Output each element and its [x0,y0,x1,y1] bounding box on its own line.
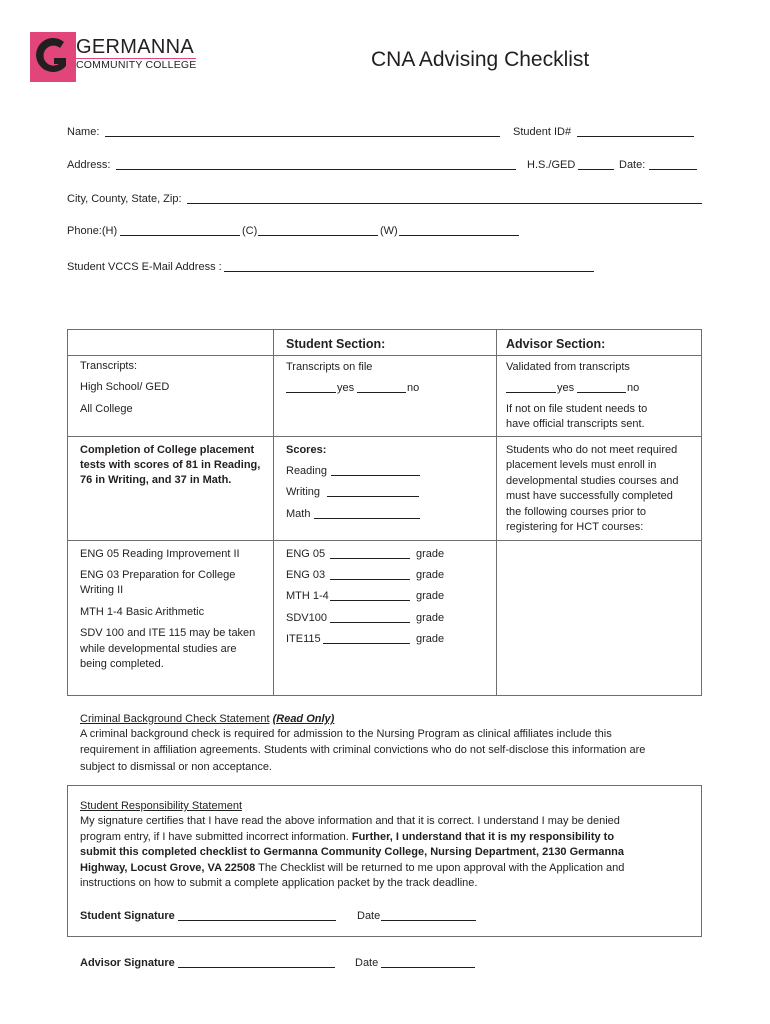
course-sdv-line3: being completed. [80,658,164,670]
course-mth: MTH 1-4 Basic Arithmetic [80,606,205,618]
grade-label: grade [416,548,445,560]
responsibility-line2-a: program entry, if I have submitted incorrect information. [80,831,352,843]
criminal-title [80,712,334,727]
validated-label: Validated from transcripts [506,361,630,373]
placement-line2: tests with scores of 81 in Reading, [80,459,261,471]
criminal-line2: requirement in affiliation agreements. Students with criminal convictions who do not self-disclose this information are [80,744,646,756]
grade-label: grade [416,590,445,602]
city-label: City, County, State, Zip: [67,193,182,205]
advisor-placement-line2: placement levels must enroll in [506,459,657,471]
name-field[interactable] [105,136,500,137]
student-signature-field[interactable] [178,920,336,921]
reading-score-field[interactable] [331,475,420,476]
student-yes-label: yes [337,382,355,394]
grade-label: grade [416,612,445,624]
high-school-label: High School/ GED [80,381,170,393]
logo-line1: GERMANNA [76,36,194,58]
responsibility-line1: My signature certifies that I have read the above information and that it is correct. I understand I may be denied [80,815,620,827]
advisor-date-label: Date [355,957,379,969]
phone-w-field[interactable] [399,235,519,236]
read-only-label: (Read Only) [272,713,335,725]
grade-label: grade [416,569,445,581]
student-date-field[interactable] [381,920,476,921]
criminal-title-text: Criminal Background Check Statement [80,713,270,725]
advisor-signature-label: Advisor Signature [80,957,175,969]
transcripts-label: Transcripts: [80,360,138,372]
responsibility-line5: instructions on how to submit a complete application packet by the track deadline. [80,877,478,889]
student-id-field[interactable] [577,136,694,137]
phone-h-field[interactable] [120,235,240,236]
grade-field[interactable] [330,600,410,601]
student-yes-field[interactable] [286,392,336,393]
writing-label: Writing [286,486,321,498]
grade-field[interactable] [330,579,410,580]
email-field[interactable] [224,271,594,272]
advisor-yes-label: yes [557,382,575,394]
phone-c-field[interactable] [258,235,378,236]
table-divider-1 [273,329,274,696]
course-eng03-line2: Writing II [80,584,124,596]
responsibility-line2 [80,830,614,845]
math-label: Math [286,508,311,520]
hs-ged-label: H.S./GED [527,159,576,171]
advisor-date-field[interactable] [381,967,475,968]
placement-line3: 76 in Writing, and 37 in Math. [80,474,232,486]
student-signature-label: Student Signature [80,910,175,922]
table-row-divider-2 [67,436,702,437]
student-section-header: Student Section: [286,337,386,351]
writing-score-field[interactable] [327,496,419,497]
grade-field[interactable] [323,643,410,644]
course-eng03-line1: ENG 03 Preparation for College [80,569,236,581]
transcripts-on-file: Transcripts on file [286,361,373,373]
logo-g-icon [30,32,76,82]
all-college-label: All College [80,403,133,415]
address-field[interactable] [116,169,516,170]
responsibility-line2-b: Further, I understand that it is my responsibility to [351,831,615,843]
course-sdv-line2: while developmental studies are [80,643,237,655]
responsibility-line4 [80,861,624,876]
grade-course-label: ENG 05 [286,548,326,560]
grade-course-label: ITE115 [286,633,321,645]
grade-course-label: SDV100 [286,612,327,624]
responsibility-line4-b: The Checklist will be returned to me upon approval with the Application and [255,862,625,874]
student-no-label: no [407,382,420,394]
criminal-line1: A criminal background check is required for admission to the Nursing Program as clinical affiliates include this [80,728,612,740]
math-score-field[interactable] [314,518,420,519]
table-row-divider-1 [67,355,702,356]
advisor-signature-field[interactable] [178,967,335,968]
grade-course-label: MTH 1-4 [286,590,329,602]
grade-label: grade [416,633,445,645]
advisor-placement-line5: the following courses prior to [506,506,647,518]
email-label: Student VCCS E-Mail Address : [67,261,222,273]
logo-line2: COMMUNITY COLLEGE [76,59,197,71]
advisor-note-line1: If not on file student needs to [506,403,648,415]
responsibility-title: Student Responsibility Statement [80,800,243,812]
advisor-yes-field[interactable] [506,392,556,393]
reading-label: Reading [286,465,327,477]
scores-label: Scores: [286,444,327,456]
table-divider-2 [496,329,497,696]
date-label: Date: [619,159,646,171]
course-sdv-line1: SDV 100 and ITE 115 may be taken [80,627,256,639]
advisor-placement-line6: registering for HCT courses: [506,521,644,533]
placement-line1: Completion of College placement [80,444,255,456]
table-row-divider-3 [67,540,702,541]
college-logo [30,32,200,84]
phone-c-label: (C) [242,225,258,237]
grade-field[interactable] [330,558,410,559]
advisor-section-header: Advisor Section: [506,337,606,351]
student-no-field[interactable] [357,392,406,393]
criminal-line3: subject to dismissal or non acceptance. [80,761,272,773]
grade-field[interactable] [330,622,410,623]
grade-course-label: ENG 03 [286,569,326,581]
student-id-label: Student ID# [513,126,572,138]
advisor-placement-line1: Students who do not meet required [506,444,678,456]
advisor-placement-line3: developmental studies courses and [506,475,679,487]
hs-ged-field[interactable] [578,169,614,170]
responsibility-line4-a: Highway, Locust Grove, VA 22508 [80,862,256,874]
advisor-placement-line4: must have successfully completed [506,490,673,502]
address-label: Address: [67,159,111,171]
phone-h-label: Phone:(H) [67,225,118,237]
student-date-label: Date [357,910,381,922]
page-title: CNA Advising Checklist [371,48,590,71]
responsibility-line3: submit this completed checklist to Germanna Community College, Nursing Department, 2130 Germanna [80,846,625,858]
advisor-no-field[interactable] [577,392,626,393]
phone-w-label: (W) [380,225,398,237]
name-label: Name: [67,126,100,138]
advisor-note-line2: have official transcripts sent. [506,418,645,430]
date-field[interactable] [649,169,697,170]
city-field[interactable] [187,203,702,204]
advisor-no-label: no [627,382,640,394]
course-eng05: ENG 05 Reading Improvement II [80,548,240,560]
